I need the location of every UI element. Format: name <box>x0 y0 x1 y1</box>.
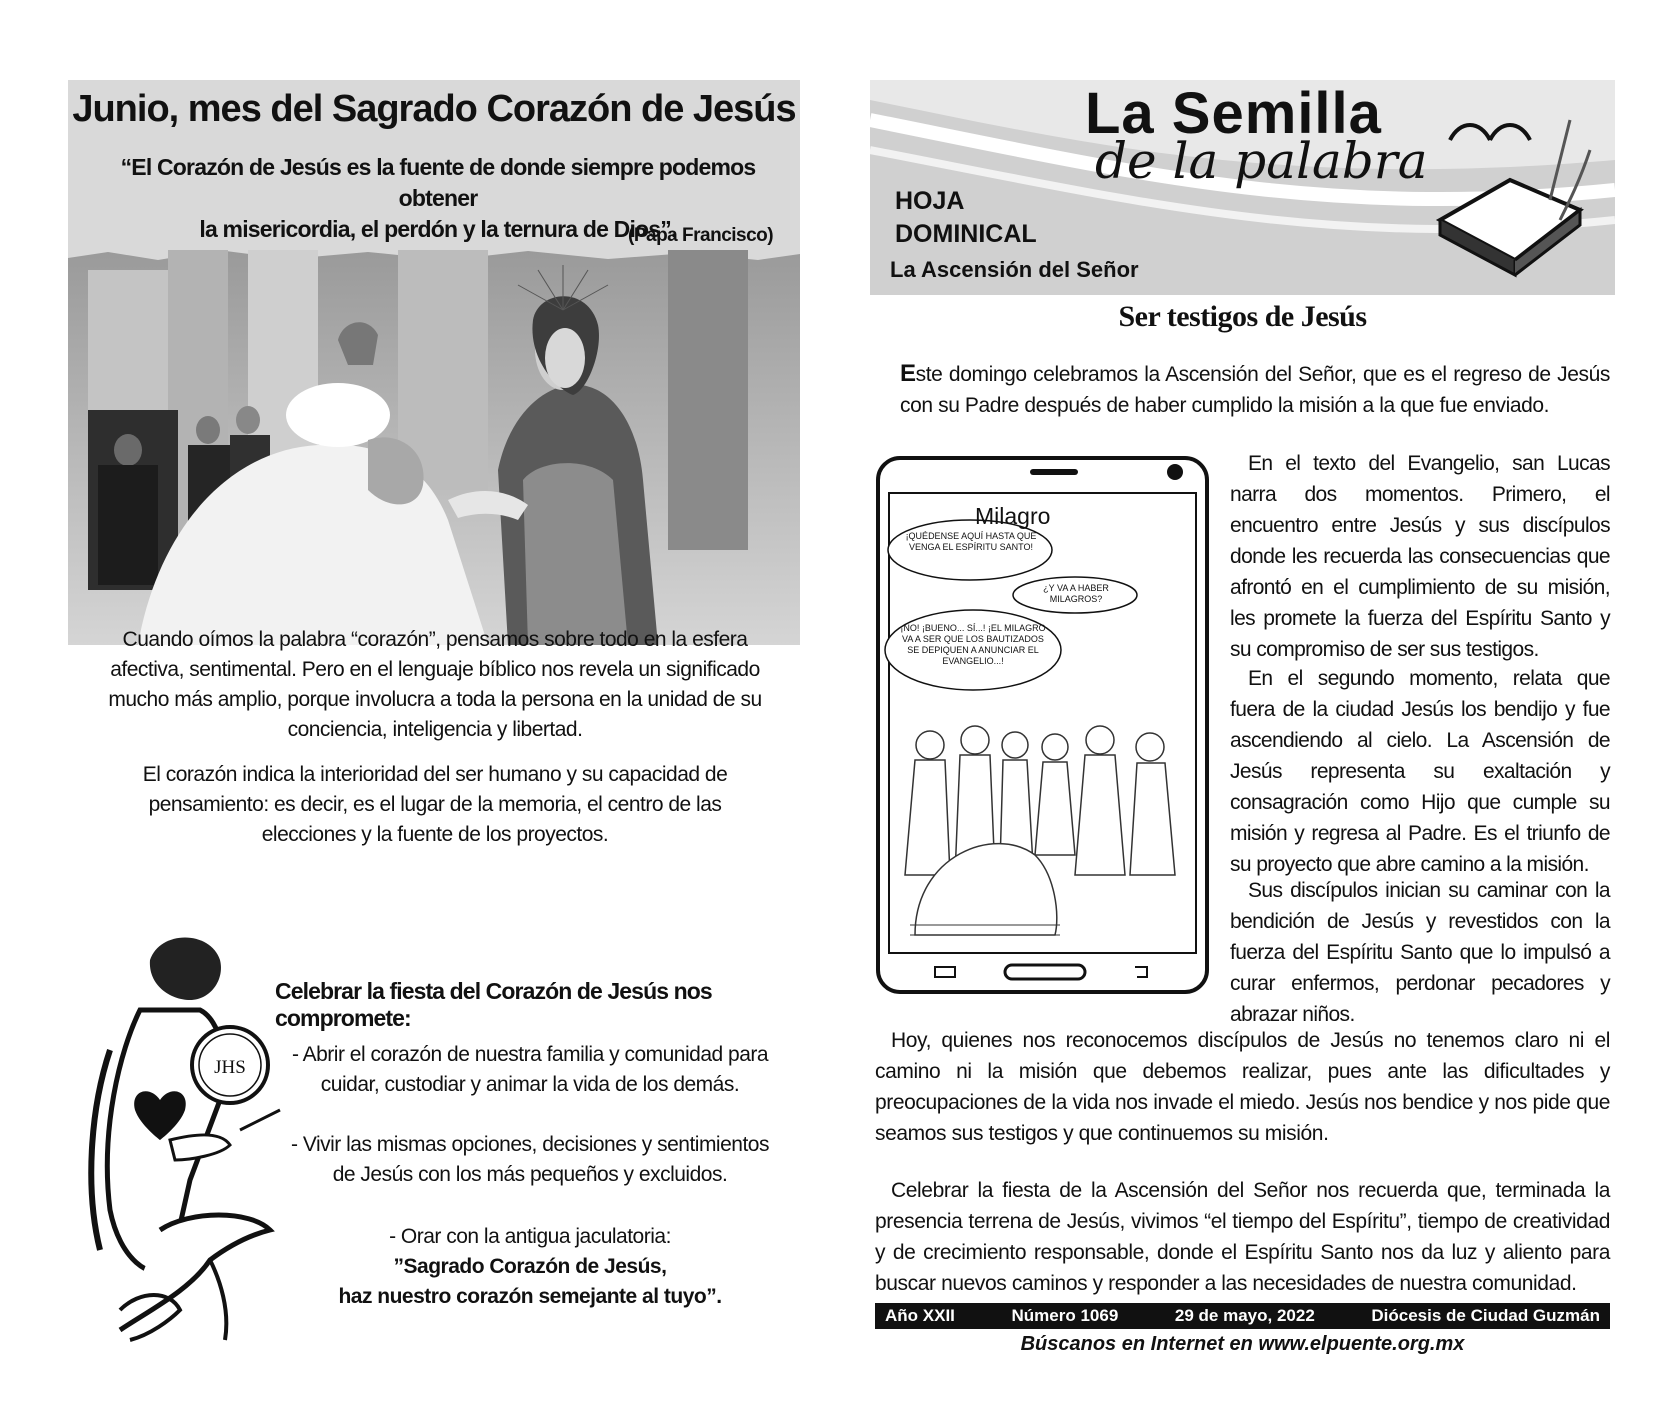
intro-text: ste domingo celebramos la Ascensión del Señor, que es el regreso de Jesús con su Padre después de haber cumplido la misión a la que fue enviado. <box>900 363 1610 417</box>
masthead-subtitle: de la palabra <box>1095 132 1428 190</box>
gospel-paragraph-2: En el segundo momento, relata que fuera de la ciudad Jesús los bendijo y fue ascendiendo al cielo. La Ascensión de Jesús representa su exaltación y consagración como Hijo que cumple su misión y regresa al Padre. Es el triunfo de su proyecto que abre camino a la misión. <box>1230 667 1610 876</box>
heart-interiority-paragraph: El corazón indica la interioridad del ser humano y su capacidad de pensamiento: es decir, es el lugar de la memoria, el centro de las elecciones y la fuente de los proyectos. <box>142 763 728 846</box>
issue-year: Año XXII <box>885 1306 955 1325</box>
website-line[interactable]: Búscanos en Internet en www.elpuente.org.mx <box>1020 1333 1465 1355</box>
left-page-title: Junio, mes del Sagrado Corazón de Jesús <box>72 88 796 130</box>
hoja-line2: DOMINICAL <box>895 220 1037 248</box>
commitment-item-1: - Abrir el corazón de nuestra familia y comunidad para cuidar, custodiar y animar la vida de los demás. <box>291 1043 769 1096</box>
pope-quote-line1: “El Corazón de Jesús es la fuente de donde siempre podemos obtener <box>120 154 756 211</box>
cartoon-title: Milagro <box>975 503 1051 529</box>
intro-paragraph <box>875 358 1610 421</box>
commitment-heading: Celebrar la fiesta del Corazón de Jesús nos compromete: <box>275 978 712 1031</box>
prayer-intro: - Orar con la antigua jaculatoria: <box>389 1225 671 1248</box>
prayer-line-2: haz nuestro corazón semejante al tuyo”. <box>338 1285 722 1308</box>
smartphone-cartoon <box>875 455 1210 995</box>
sacred-heart-illustration <box>80 930 300 1370</box>
pope-jesus-statue-photo <box>68 250 800 645</box>
commitment-item-3 <box>290 1222 770 1312</box>
prayer-line-1: ”Sagrado Corazón de Jesús, <box>393 1255 667 1278</box>
celebrate-paragraph: Celebrar la fiesta de la Ascensión del Señor nos recuerda que, terminada la presencia terrena de Jesús, vivimos “el tiempo del Espíritu”, tiempo de creatividad y de crecimiento responsable, donde el Espíritu Santo nos da luz y aliento para buscar nuevos caminos y responder a las necesidades de nuestra comunidad. <box>875 1179 1610 1295</box>
issue-number: Número 1069 <box>1011 1306 1119 1325</box>
commitment-item-2: - Vivir las mismas opciones, decisiones y sentimientos de Jesús con los más pequeños y excluidos. <box>291 1133 769 1186</box>
sacred-heart-drawing <box>80 930 300 1370</box>
issue-date: 29 de mayo, 2022 <box>1174 1306 1315 1325</box>
hoja-dominical-label <box>895 185 1037 251</box>
cartoon-bubble-3: ¡NO! ¡BUENO... SÍ...! ¡EL MILAGRO VA A SER QUE LOS BAUTIZADOS SE DEPIQUEN A ANUNCIAR EL EVANGELIO...! <box>900 623 1046 666</box>
cartoon-bubble-2: ¿Y VA A HABER MILAGROS? <box>1043 583 1109 604</box>
masthead <box>870 80 1615 295</box>
photo-illustration <box>68 250 800 645</box>
cartoon-bubble-1: ¡QUÉDENSE AQUÍ HASTA QUE VENGA EL ESPÍRITU SANTO! <box>905 531 1037 552</box>
intro-dropcap: E <box>900 360 916 387</box>
today-paragraph: Hoy, quienes nos reconocemos discípulos de Jesús no tenemos claro ni el camino ni la misión que debemos realizar, pues ante las dificultades y preocupaciones de la vida nos invade el miedo. Jesús nos bendice y nos pide que seamos sus testigos y que continuemos su misión. <box>875 1029 1610 1145</box>
quote-author: (Papa Francisco) <box>628 225 774 246</box>
gospel-paragraph-3: Sus discípulos inician su caminar con la bendición de Jesús y revestidos con la fuerza del Espíritu Santo que lo impulsó a curar enfermos, perdonar pecadores y abrazar niños. <box>1230 879 1610 1026</box>
diocese-name: Diócesis de Ciudad Guzmán <box>1371 1306 1600 1325</box>
liturgical-occasion: La Ascensión del Señor <box>890 257 1139 282</box>
hoja-line1: HOJA <box>895 187 965 215</box>
issue-info-bar <box>875 1303 1610 1329</box>
masthead-title: La Semilla <box>1085 81 1382 146</box>
heart-meaning-paragraph: Cuando oímos la palabra “corazón”, pensamos sobre todo en la esfera afectiva, sentimental. Pero en el lenguaje bíblico nos revela un significado mucho más amplio, porque involucra a toda la persona en la unidad de su conciencia, inteligencia y libertad. <box>108 628 762 741</box>
gospel-paragraph-1: En el texto del Evangelio, san Lucas narra dos momentos. Primero, el encuentro entre Jesús y sus discípulos donde les recuerda las consecuencias que afrontó en el cumplimiento de su misión, les promete la fuerza del Espíritu Santo y su compromiso de ser sus testigos. <box>1230 452 1610 661</box>
pope-quote-line2: la misericordia, el perdón y la ternura de Dios”. <box>199 216 677 242</box>
jhs-monogram: JHS <box>214 1057 246 1078</box>
left-header-banner <box>68 80 800 265</box>
section-title: Ser testigos de Jesús <box>1118 300 1367 333</box>
